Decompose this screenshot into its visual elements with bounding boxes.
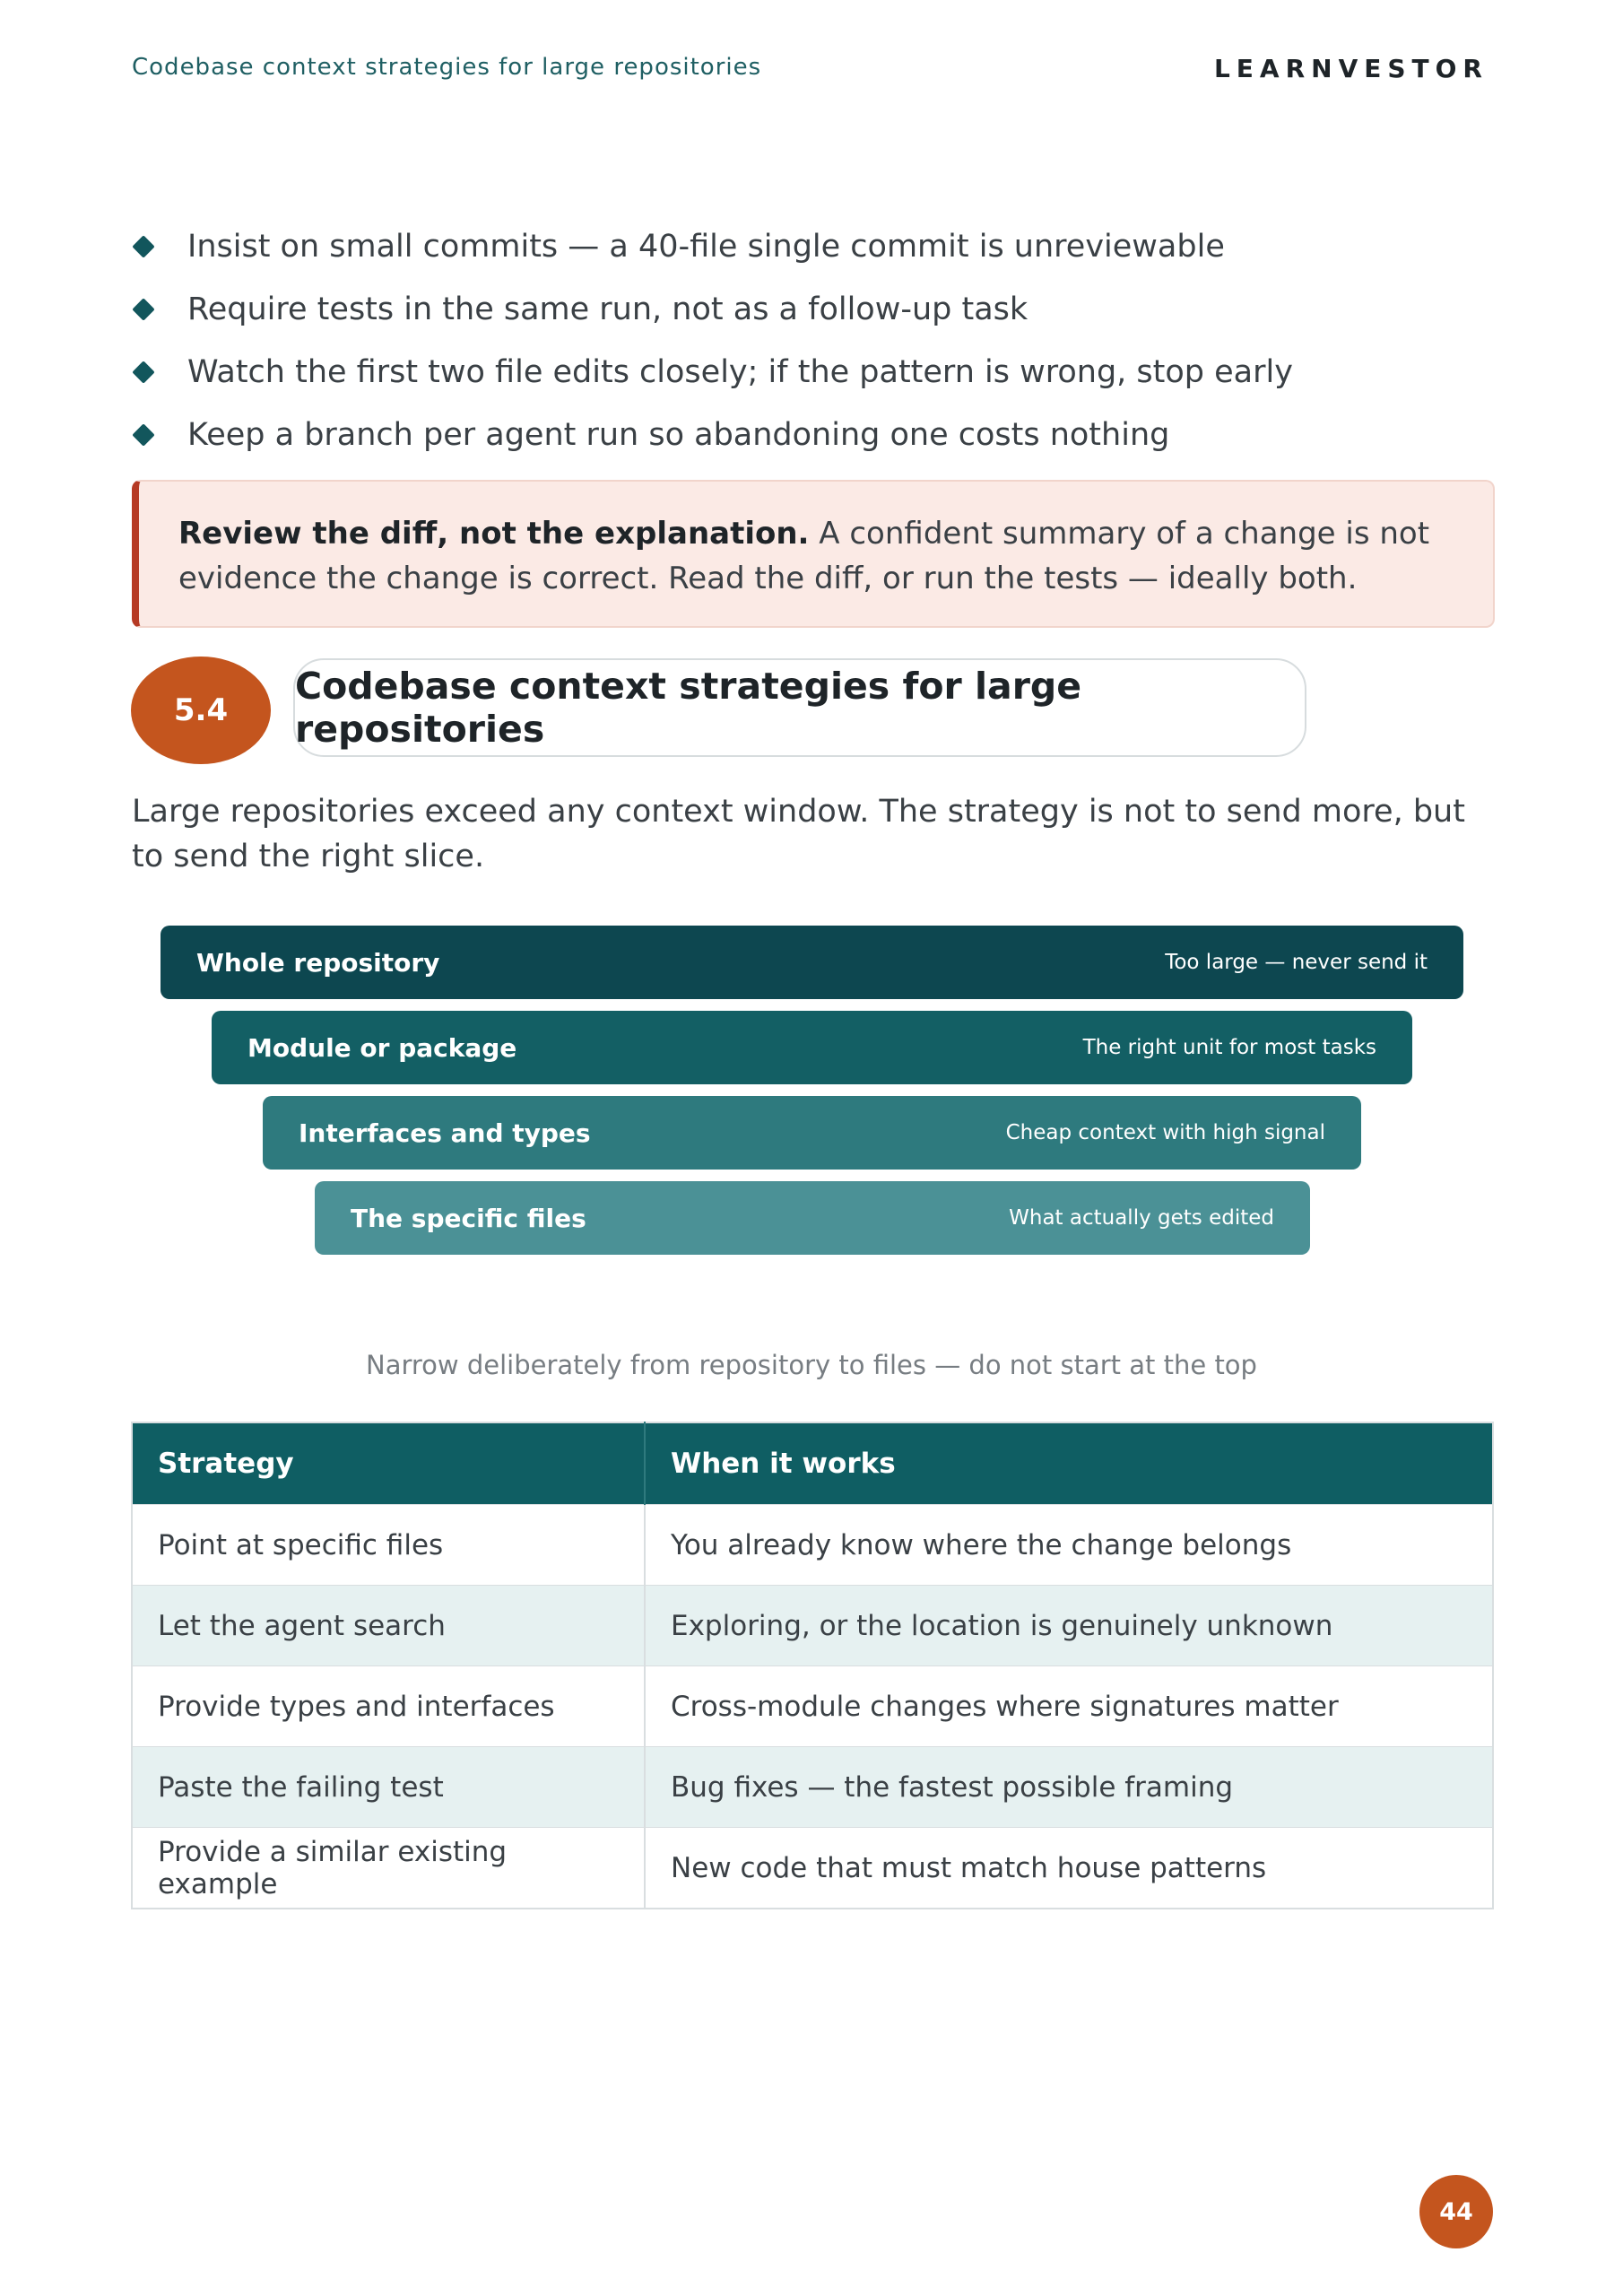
bullet-text: Watch the first two file edits closely; if the pattern is wrong, stop early — [187, 354, 1293, 390]
diamond-bullet-icon — [132, 235, 154, 257]
table-cell: Bug fixes — the fastest possible framing — [645, 1747, 1493, 1828]
running-header-title: Codebase context strategies for large repositories — [132, 54, 762, 81]
table-row — [132, 1586, 1493, 1666]
warning-callout — [132, 480, 1495, 628]
page-number-badge: 44 — [1419, 2175, 1493, 2248]
table-cell: Exploring, or the location is genuinely unknown — [645, 1586, 1493, 1666]
diamond-bullet-icon — [132, 423, 154, 446]
funnel-level-interfaces — [263, 1096, 1361, 1170]
brand-logo-text: LEARNVESTOR — [1213, 54, 1488, 83]
table-cell: Cross-module changes where signatures matter — [645, 1666, 1493, 1747]
bullet-list — [130, 215, 1293, 466]
funnel-level-note: What actually gets edited — [1009, 1206, 1274, 1230]
table-row — [132, 1666, 1493, 1747]
funnel-caption: Narrow deliberately from repository to files — do not start at the top — [366, 1350, 1257, 1380]
section-title: Codebase context strategies for large repositories — [293, 658, 1306, 757]
table-row — [132, 1747, 1493, 1828]
list-item — [130, 341, 1293, 404]
funnel-level-name: Interfaces and types — [299, 1118, 591, 1148]
diamond-bullet-icon — [132, 361, 154, 383]
funnel-level-name: The specific files — [351, 1203, 586, 1233]
list-item — [130, 215, 1293, 278]
table-header-row — [132, 1422, 1493, 1505]
funnel-level-note: Cheap context with high signal — [1005, 1121, 1325, 1144]
table-cell: Let the agent search — [132, 1586, 645, 1666]
column-header-strategy: Strategy — [132, 1422, 645, 1505]
funnel-level-module — [212, 1011, 1412, 1084]
funnel-level-note: Too large — never send it — [1165, 951, 1428, 974]
funnel-level-specific-files — [315, 1181, 1310, 1255]
funnel-level-whole-repository — [161, 926, 1463, 999]
table-cell: Provide types and interfaces — [132, 1666, 645, 1747]
table-cell: Provide a similar existing example — [132, 1828, 645, 1909]
section-number-badge: 5.4 — [131, 657, 271, 764]
table-cell: You already know where the change belongs — [645, 1505, 1493, 1586]
callout-text: A confident summary of a change is not evidence the change is correct. Read the diff, or run the tests — ideally both. — [178, 516, 1430, 596]
table-cell: Point at specific files — [132, 1505, 645, 1586]
diamond-bullet-icon — [132, 298, 154, 320]
table-row — [132, 1505, 1493, 1586]
intro-paragraph: Large repositories exceed any context window. The strategy is not to send more, but to send the right slice. — [132, 794, 1465, 874]
bullet-text: Require tests in the same run, not as a follow-up task — [187, 291, 1028, 327]
bullet-text: Insist on small commits — a 40-file single commit is unreviewable — [187, 229, 1225, 265]
funnel-level-name: Module or package — [247, 1032, 517, 1063]
funnel-level-note: The right unit for most tasks — [1082, 1036, 1376, 1059]
list-item — [130, 278, 1293, 341]
table-cell: New code that must match house patterns — [645, 1828, 1493, 1909]
funnel-level-name: Whole repository — [196, 947, 440, 978]
column-header-when-it-works: When it works — [645, 1422, 1493, 1505]
list-item — [130, 404, 1293, 466]
callout-bold-lead: Review the diff, not the explanation. — [178, 516, 810, 552]
bullet-text: Keep a branch per agent run so abandoning one costs nothing — [187, 417, 1170, 453]
table-row — [132, 1828, 1493, 1909]
strategy-table — [131, 1422, 1494, 1909]
table-cell: Paste the failing test — [132, 1747, 645, 1828]
